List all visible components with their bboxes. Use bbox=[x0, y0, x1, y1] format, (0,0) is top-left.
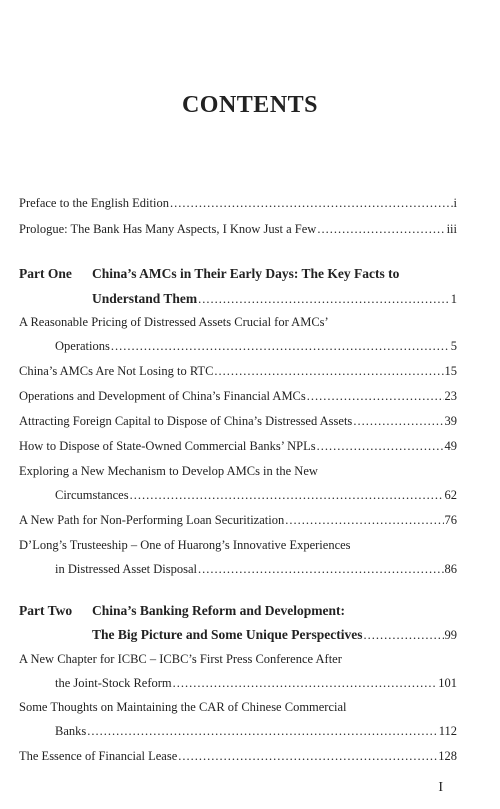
toc-entry-part-two[interactable]: The Big Picture and Some Unique Perspectives ..... 99 bbox=[92, 627, 457, 643]
toc-entry[interactable]: Attracting Foreign Capital to Dispose of China’s Distressed Assets ..... 39 bbox=[19, 414, 457, 429]
toc-entry[interactable]: in Distressed Asset Disposal ..... 86 bbox=[55, 562, 457, 577]
toc-entry[interactable]: Circumstances ..... 62 bbox=[55, 488, 457, 503]
toc-entry[interactable]: the Joint-Stock Reform ..... 101 bbox=[55, 676, 457, 691]
toc-entry[interactable]: China’s AMCs Are Not Losing to RTC ..... 15 bbox=[19, 364, 457, 379]
toc-entry[interactable]: A New Path for Non-Performing Loan Securitization ..... 76 bbox=[19, 513, 457, 528]
page-number: I bbox=[438, 780, 443, 795]
toc-entry-line1: A New Chapter for ICBC – ICBC’s First Press Conference After bbox=[19, 652, 342, 666]
part-one-heading: Part One China’s AMCs in Their Early Days: The Key Facts to bbox=[19, 266, 400, 281]
toc-entry-line1: Some Thoughts on Maintaining the CAR of Chinese Commercial bbox=[19, 700, 347, 714]
toc-entry[interactable]: Operations and Development of China’s Financial AMCs ..... 23 bbox=[19, 389, 457, 404]
toc-entry-line1: D’Long’s Trusteeship – One of Huarong’s Innovative Experiences bbox=[19, 538, 351, 552]
toc-entry-preface[interactable]: Preface to the English Edition ..... i bbox=[19, 196, 457, 211]
page-title: CONTENTS bbox=[181, 92, 319, 118]
toc-entry-line1: Exploring a New Mechanism to Develop AMCs in the New bbox=[19, 464, 318, 478]
toc-entry[interactable]: How to Dispose of State-Owned Commercial Banks’ NPLs ..... 49 bbox=[19, 439, 457, 454]
toc-entry-prologue[interactable]: Prologue: The Bank Has Many Aspects, I Know Just a Few ..... iii bbox=[19, 222, 457, 237]
toc-entry-part-one[interactable]: Understand Them ..... 1 bbox=[92, 291, 457, 307]
toc-entry-line1: A Reasonable Pricing of Distressed Assets Crucial for AMCs’ bbox=[19, 315, 329, 329]
toc-entry[interactable]: The Essence of Financial Lease ..... 128 bbox=[19, 749, 457, 764]
part-two-heading: Part Two China’s Banking Reform and Development: bbox=[19, 603, 346, 618]
toc-entry[interactable]: Operations ..... 5 bbox=[55, 339, 457, 354]
toc-entry[interactable]: Banks ..... 112 bbox=[55, 724, 457, 739]
